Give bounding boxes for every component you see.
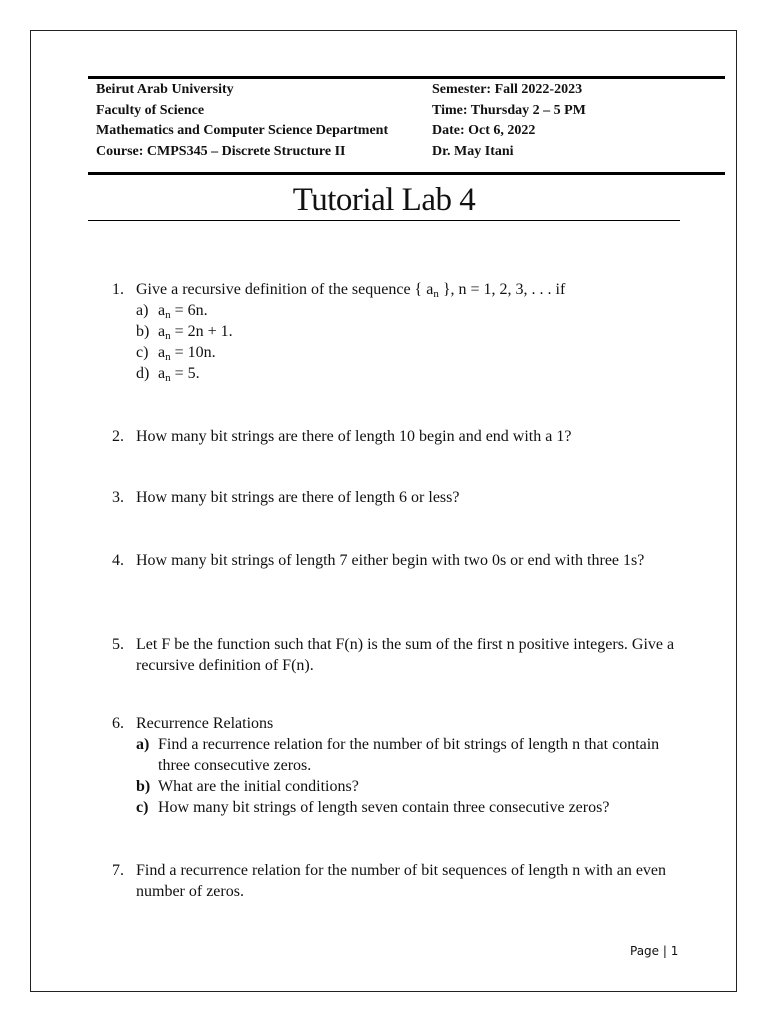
- part-a: a) $a_n = 6n$.: [136, 302, 208, 321]
- part-d: d) $a_n = 5$.: [136, 365, 200, 384]
- part-b: b) $a_n = 2n + 1$.: [136, 323, 233, 342]
- question-4: [112, 550, 692, 571]
- question-number: 5.: [112, 636, 124, 653]
- question-number: 3.: [112, 489, 124, 506]
- header-right: [432, 80, 586, 162]
- question-text: Recurrence Relations: [136, 715, 274, 732]
- header-bottom-rule: [88, 172, 725, 175]
- page-title: Tutorial Lab 4: [292, 182, 476, 218]
- question-1: [112, 279, 692, 384]
- page-number: Page | 1: [630, 944, 679, 958]
- time: Time: Thursday 2 – 5 PM: [432, 102, 586, 118]
- question-number: 6.: [112, 715, 124, 732]
- question-text: How many bit strings of length 7 either begin with two 0s or end with three 1s?: [136, 552, 645, 569]
- part-c: c) $a_n = 10n$.: [136, 344, 216, 363]
- question-text: Let F be the function such that F(n) is the sum of the first n positive integers. Give a recursive definition of F(n).: [136, 636, 675, 674]
- header-top-rule: [88, 76, 725, 79]
- question-2: [112, 426, 692, 447]
- semester: Semester: Fall 2022-2023: [432, 82, 583, 97]
- question-5: [112, 634, 692, 676]
- department-name: Mathematics and Computer Science Department: [96, 123, 389, 138]
- question-text: Find a recurrence relation for the number of bit sequences of length n with an even number of zeros.: [136, 862, 667, 900]
- question-text: How many bit strings are there of length 6 or less?: [136, 489, 460, 506]
- question-3: [112, 487, 692, 508]
- question-number: 4.: [112, 552, 124, 569]
- date: Date: Oct 6, 2022: [432, 123, 536, 138]
- part-b: b) What are the initial conditions?: [136, 778, 359, 795]
- question-text: Give a recursive definition of the sequence { $a_n$ }, n = 1, 2, 3, . . . if: [136, 281, 566, 300]
- question-number: 2.: [112, 428, 124, 445]
- part-a: a) Find a recurrence relation for the number of bit strings of length n that contain three consecutive zeros.: [136, 736, 660, 774]
- question-number: 7.: [112, 862, 124, 879]
- instructor: Dr. May Itani: [432, 143, 514, 159]
- question-7: [112, 860, 692, 902]
- course-name: Course: CMPS345 – Discrete Structure II: [96, 143, 346, 159]
- question-6: [112, 713, 692, 818]
- part-c: c) How many bit strings of length seven contain three consecutive zeros?: [136, 799, 610, 816]
- question-text: How many bit strings are there of length 10 begin and end with a 1?: [136, 428, 572, 445]
- title-underline: [88, 220, 680, 221]
- faculty-name: Faculty of Science: [96, 102, 205, 118]
- question-number: 1.: [112, 281, 124, 298]
- university-name: Beirut Arab University: [96, 82, 234, 97]
- header-left: [96, 80, 388, 162]
